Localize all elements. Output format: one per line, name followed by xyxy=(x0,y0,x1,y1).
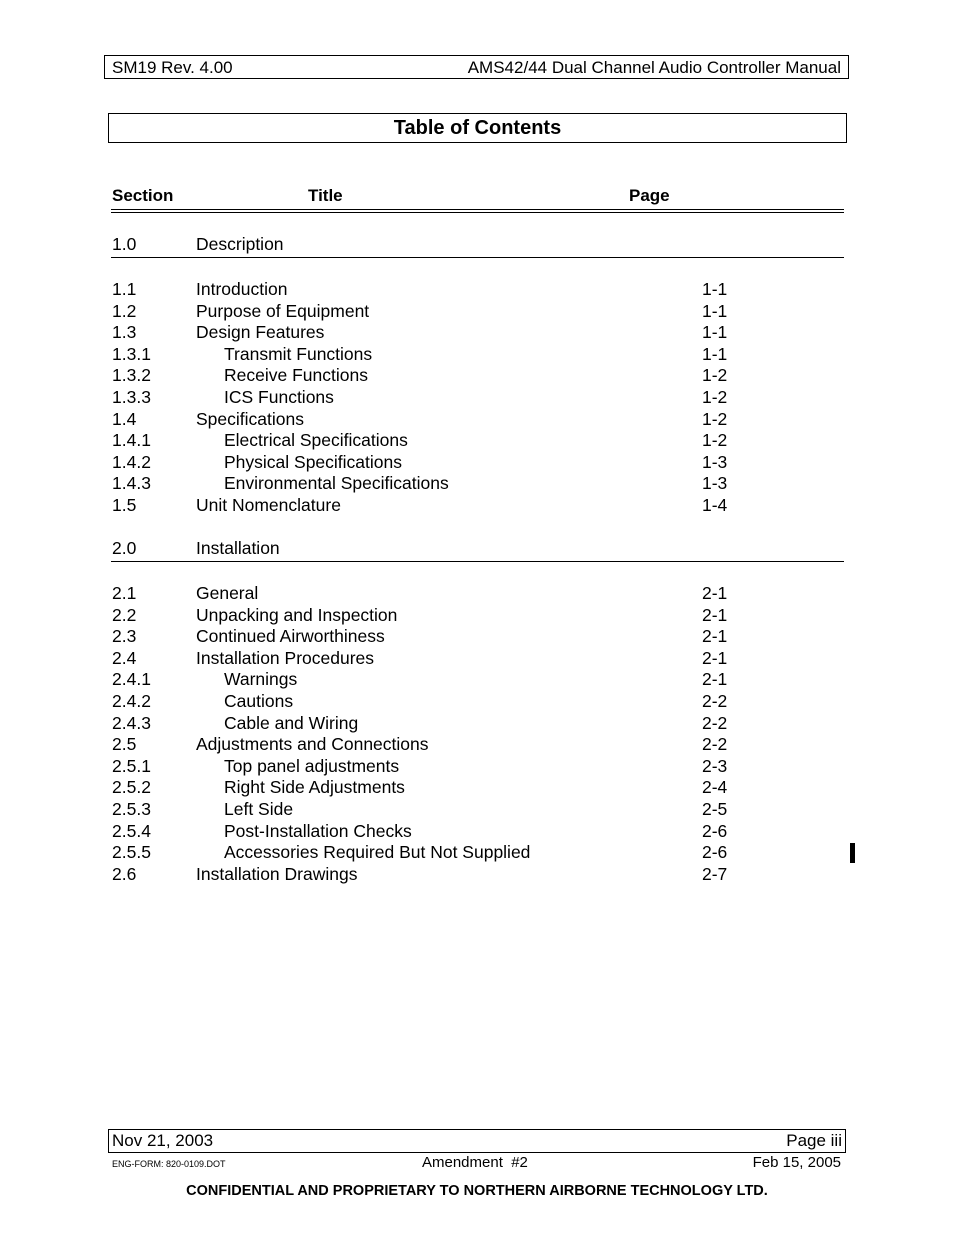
form-code: ENG-FORM: 820-0109.DOT xyxy=(112,1159,226,1169)
toc-entry-number: 1.2 xyxy=(112,300,137,321)
toc-entry-page: 2-1 xyxy=(702,647,728,668)
toc-entry-number: 2.5 xyxy=(112,734,137,755)
toc-entry-page: 2-2 xyxy=(702,691,728,711)
toc-entry-number: 2.4.2 xyxy=(112,691,151,711)
amendment-date: Feb 15, 2005 xyxy=(752,1154,841,1171)
toc-entry-number: 1.4.3 xyxy=(112,473,151,494)
issue-date: Nov 21, 2003 xyxy=(112,1131,214,1150)
toc-entry-number: 1.4 xyxy=(112,408,137,429)
page-number: Page iii xyxy=(786,1131,842,1150)
toc-entry[interactable] xyxy=(0,430,954,451)
toc-entry-number: 1.3.3 xyxy=(112,387,151,407)
toc-entry-number: 1.1 xyxy=(112,279,137,299)
toc-entry-title: Adjustments and Connections xyxy=(196,734,429,755)
toc-title: Table of Contents xyxy=(108,113,847,143)
toc-entry-title: Cable and Wiring xyxy=(224,712,359,733)
toc-entry[interactable] xyxy=(0,734,954,755)
toc-section-title: Installation xyxy=(196,538,280,558)
toc-entry[interactable] xyxy=(0,864,954,885)
toc-entry-page: 2-1 xyxy=(702,626,728,647)
toc-entry-page: 1-1 xyxy=(702,279,728,299)
toc-entry-title: ICS Functions xyxy=(224,387,334,407)
toc-entry-title: General xyxy=(196,583,259,603)
header-rule xyxy=(111,209,844,210)
toc-entry-title: Specifications xyxy=(196,408,304,429)
toc-entry[interactable] xyxy=(0,842,954,863)
toc-entry-page: 1-1 xyxy=(702,322,728,343)
toc-entry-page: 2-4 xyxy=(702,777,728,798)
change-bar xyxy=(850,843,855,863)
toc-entry[interactable] xyxy=(0,756,954,777)
toc-section-heading xyxy=(0,538,954,559)
toc-entry-title: Top panel adjustments xyxy=(224,755,400,776)
toc-entry[interactable] xyxy=(0,821,954,842)
toc-entry-number: 2.5.4 xyxy=(112,820,151,841)
toc-section-number: 1.0 xyxy=(112,234,137,254)
toc-entry-page: 2-1 xyxy=(702,604,728,625)
toc-entry-page: 1-4 xyxy=(702,495,728,515)
toc-entry-title: Right Side Adjustments xyxy=(224,777,405,798)
page-header xyxy=(104,55,849,79)
toc-entry-title: Design Features xyxy=(196,322,325,343)
toc-section-heading xyxy=(0,234,954,255)
confidential-notice: CONFIDENTIAL AND PROPRIETARY TO NORTHERN AIRBORNE TECHNOLOGY LTD. xyxy=(186,1183,768,1199)
toc-entry-title: Unit Nomenclature xyxy=(196,495,341,515)
toc-entry-page: 1-2 xyxy=(702,365,728,386)
toc-entry-title: Installation Procedures xyxy=(196,647,375,668)
toc-entry-number: 1.4.2 xyxy=(112,451,151,472)
toc-entry[interactable] xyxy=(0,777,954,798)
toc-entry[interactable] xyxy=(0,626,954,647)
toc-entry-number: 2.4 xyxy=(112,647,137,668)
toc-entry-page: 2-6 xyxy=(702,820,728,841)
toc-entry[interactable] xyxy=(0,409,954,430)
document-title: AMS42/44 Dual Channel Audio Controller Manual xyxy=(467,58,841,77)
document-id: SM19 Rev. 4.00 xyxy=(112,58,233,77)
toc-entry-page: 1-3 xyxy=(702,473,728,494)
toc-entry-title: Transmit Functions xyxy=(224,343,373,364)
toc-entry-title: Purpose of Equipment xyxy=(196,300,370,321)
toc-entry-page: 2-1 xyxy=(702,583,728,603)
toc-entry[interactable] xyxy=(0,279,954,300)
toc-entry[interactable] xyxy=(0,301,954,322)
toc-entry-number: 2.3 xyxy=(112,626,137,647)
toc-entry-page: 2-3 xyxy=(702,755,728,776)
section-rule xyxy=(111,257,844,258)
toc-entry[interactable] xyxy=(0,669,954,690)
toc-entry-number: 2.4.3 xyxy=(112,712,151,733)
toc-entry[interactable] xyxy=(0,799,954,820)
toc-entry-page: 2-6 xyxy=(702,842,728,863)
toc-entry-page: 1-1 xyxy=(702,343,728,364)
page-footer xyxy=(108,1129,846,1153)
toc-entry-title: Cautions xyxy=(224,691,294,711)
toc-entry[interactable] xyxy=(0,648,954,669)
toc-entry-page: 2-5 xyxy=(702,799,728,819)
toc-entry-title: Left Side xyxy=(224,799,294,819)
toc-entry-page: 1-1 xyxy=(702,300,728,321)
toc-entry-number: 2.6 xyxy=(112,863,137,884)
toc-entry-page: 1-2 xyxy=(702,408,728,429)
toc-entry[interactable] xyxy=(0,495,954,516)
toc-section-title: Description xyxy=(196,234,284,254)
toc-entry-number: 2.5.2 xyxy=(112,777,151,798)
toc-entry-page: 2-7 xyxy=(702,863,728,884)
header-rule xyxy=(111,212,844,213)
toc-entry-number: 1.3.1 xyxy=(112,343,151,364)
toc-entry-title: Continued Airworthiness xyxy=(196,626,385,647)
toc-entry-number: 1.5 xyxy=(112,495,137,515)
toc-entry-title: Post-Installation Checks xyxy=(224,820,412,841)
toc-entry-title: Introduction xyxy=(196,279,288,299)
toc-entry-title: Receive Functions xyxy=(224,365,368,386)
toc-entry-page: 2-2 xyxy=(702,734,728,755)
toc-entry-number: 2.2 xyxy=(112,604,137,625)
toc-entry-title: Accessories Required But Not Supplied xyxy=(224,842,531,863)
toc-entry[interactable] xyxy=(0,387,954,408)
column-header-page: Page xyxy=(629,186,670,205)
toc-entry-page: 2-1 xyxy=(702,669,728,690)
toc-entry-page: 1-3 xyxy=(702,451,728,472)
section-rule xyxy=(111,561,844,562)
amendment-number: Amendment #2 xyxy=(422,1154,528,1171)
toc-entry-number: 1.3.2 xyxy=(112,365,151,386)
toc-entry[interactable] xyxy=(0,605,954,626)
toc-entry[interactable] xyxy=(0,473,954,494)
toc-entry[interactable] xyxy=(0,713,954,734)
toc-entry-number: 1.4.1 xyxy=(112,430,151,451)
toc-entry[interactable] xyxy=(0,365,954,386)
toc-entry-number: 2.5.5 xyxy=(112,842,151,863)
toc-entry[interactable] xyxy=(0,691,954,712)
toc-entry-title: Environmental Specifications xyxy=(224,473,449,494)
toc-entry-number: 2.1 xyxy=(112,583,137,603)
toc-entry[interactable] xyxy=(0,583,954,604)
column-header-title: Title xyxy=(308,186,343,205)
toc-entry[interactable] xyxy=(0,452,954,473)
toc-entry-number: 2.5.1 xyxy=(112,755,151,776)
toc-entry[interactable] xyxy=(0,344,954,365)
toc-entry-page: 2-2 xyxy=(702,712,728,733)
toc-entry-number: 2.5.3 xyxy=(112,799,151,819)
toc-entry-title: Unpacking and Inspection xyxy=(196,604,398,625)
toc-entry-title: Physical Specifications xyxy=(224,451,402,472)
toc-entry-number: 2.4.1 xyxy=(112,669,151,690)
toc-entry-page: 1-2 xyxy=(702,430,728,451)
toc-entry[interactable] xyxy=(0,322,954,343)
toc-entry-title: Warnings xyxy=(224,669,298,690)
toc-entry-page: 1-2 xyxy=(702,387,728,407)
column-header-section: Section xyxy=(112,186,174,205)
toc-entry-title: Electrical Specifications xyxy=(224,430,408,451)
toc-entry-number: 1.3 xyxy=(112,322,137,343)
toc-entry-title: Installation Drawings xyxy=(196,863,358,884)
toc-section-number: 2.0 xyxy=(112,538,137,558)
